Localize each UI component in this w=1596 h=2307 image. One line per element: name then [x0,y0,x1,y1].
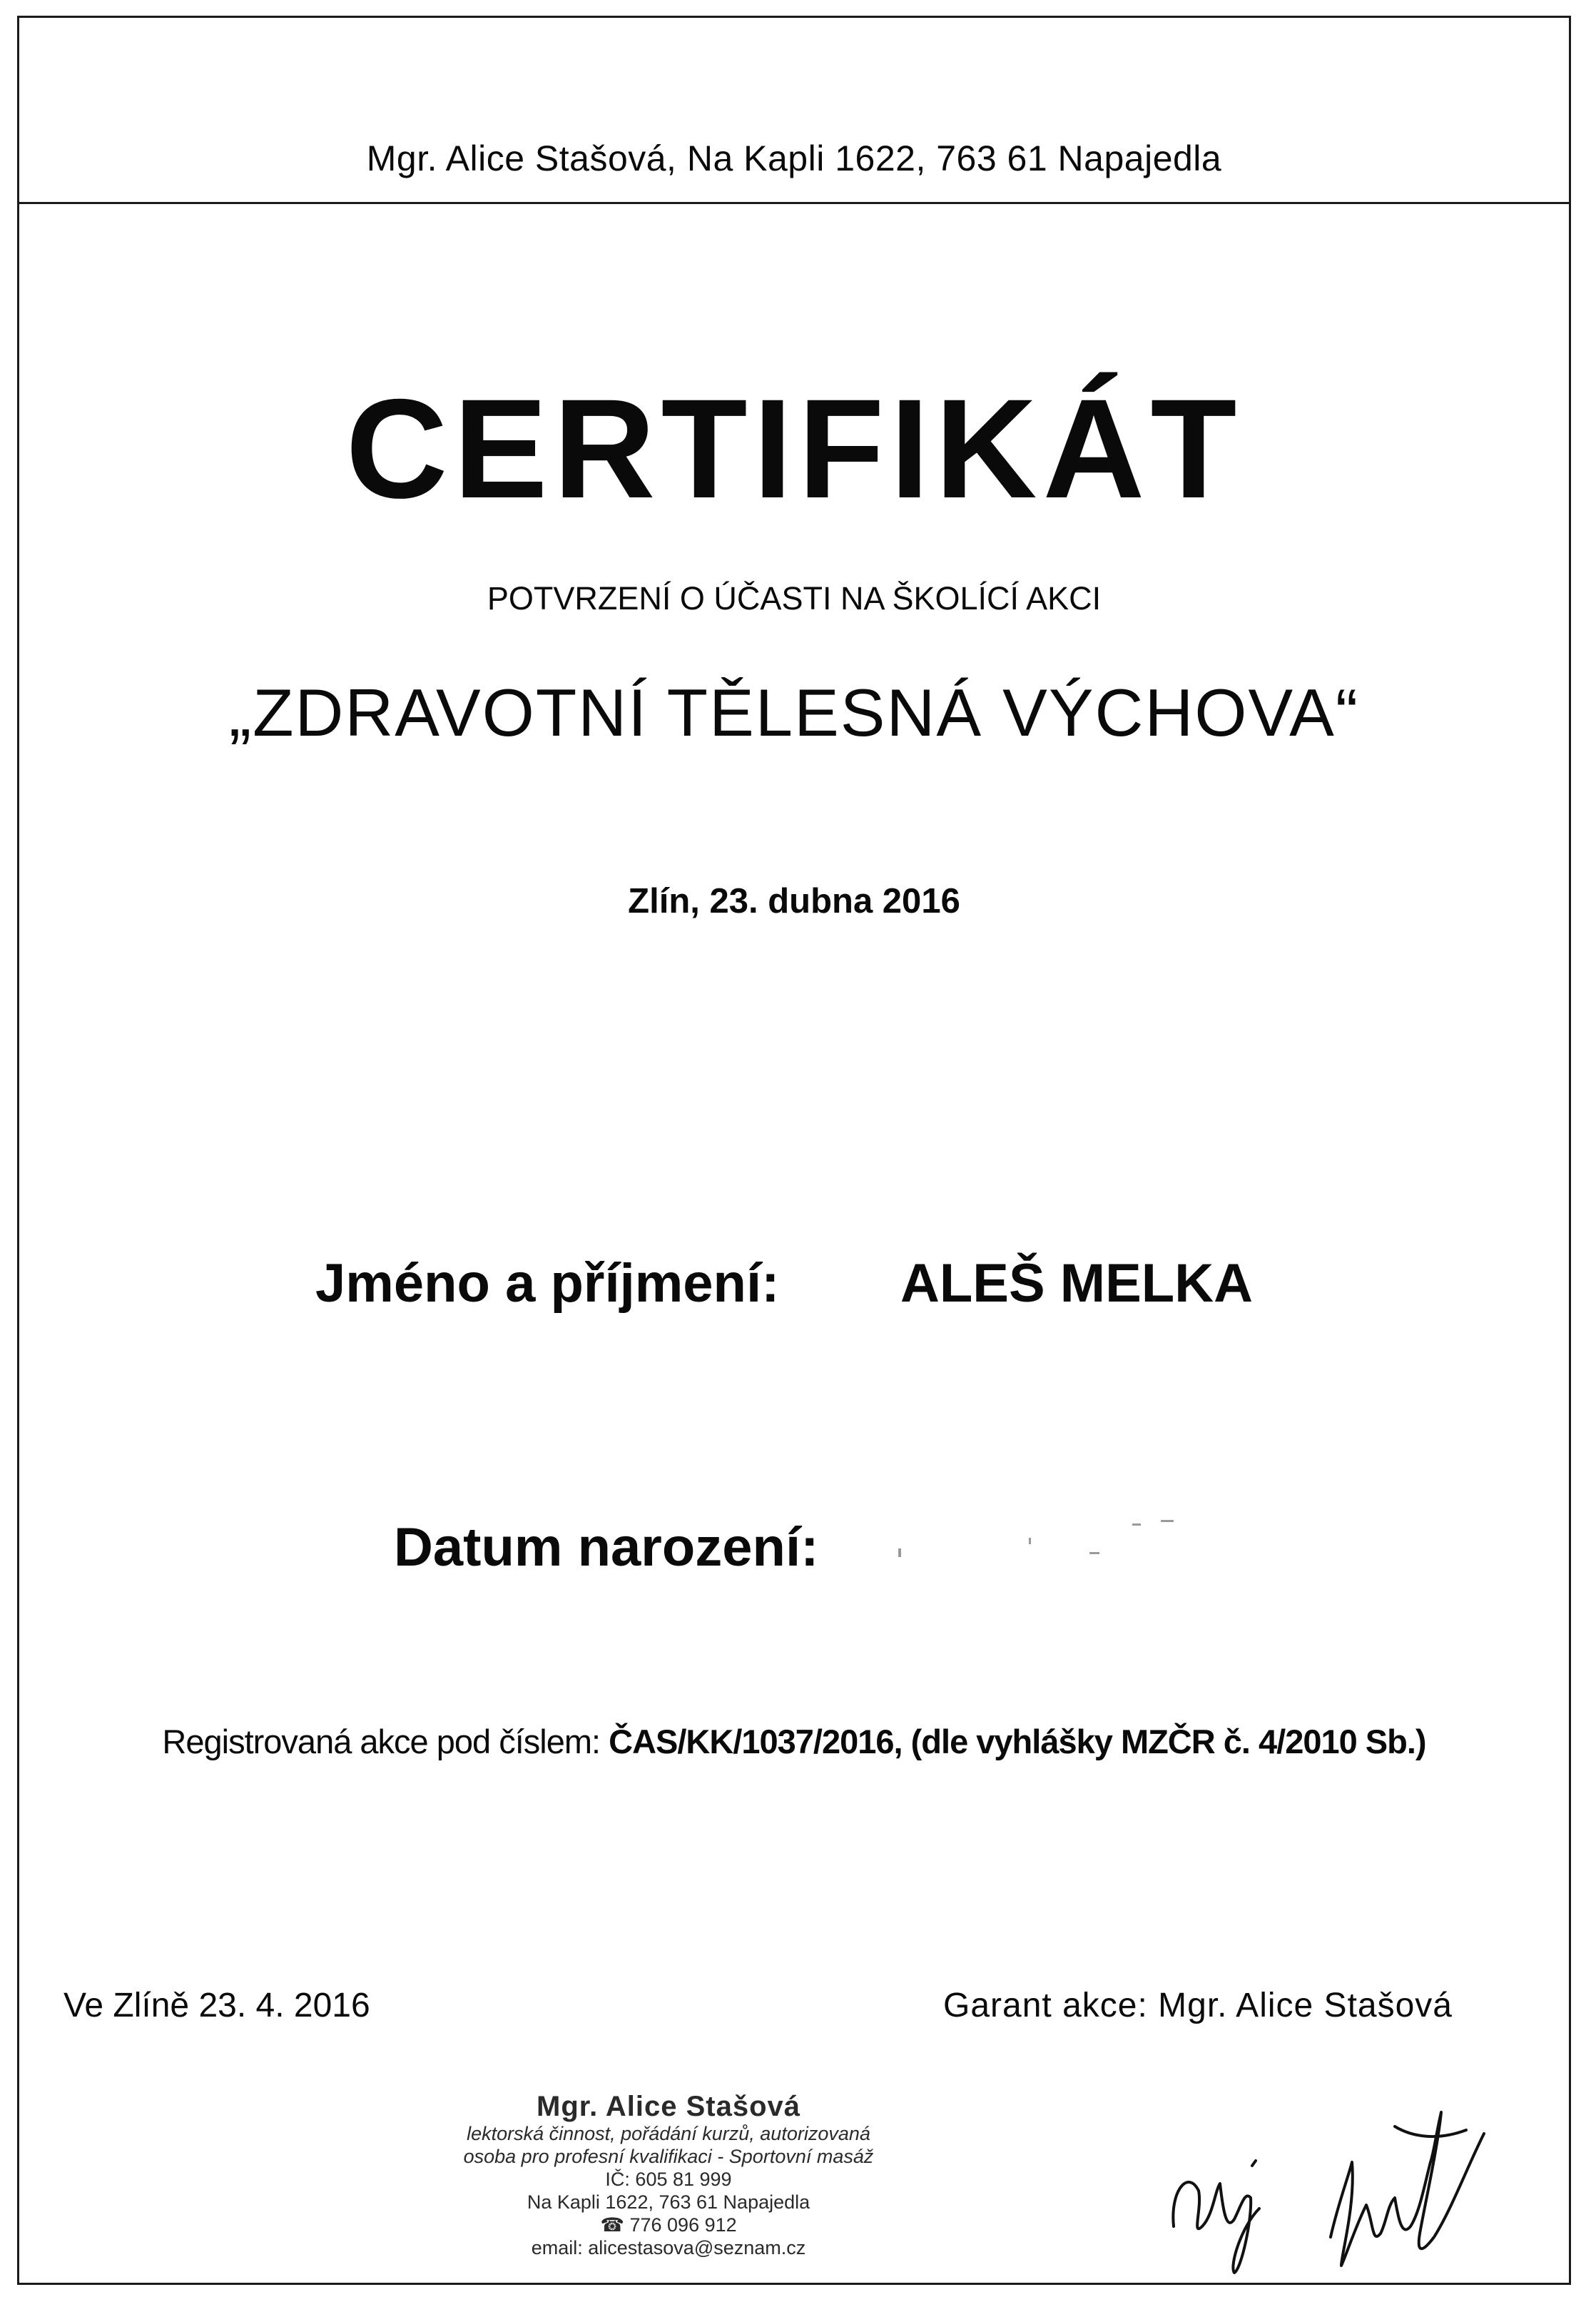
stamp-line: osoba pro profesní kvalifikaci - Sportovní masáž [463,2146,874,2167]
name-value: ALEŠ MELKA [900,1253,1253,1314]
issuer-address: Mgr. Alice Stašová, Na Kapli 1622, 763 61 Napajedla [366,138,1222,178]
redaction-mark [1132,1523,1141,1526]
stamp-line: Na Kapli 1622, 763 61 Napajedla [527,2191,810,2213]
registration-number: ČAS/KK/1037/2016, (dle vyhlášky MZČR č. 4/2010 Sb.) [609,1723,1426,1760]
signing-place-date: Ve Zlíně 23. 4. 2016 [63,1987,370,2024]
redaction-mark [1161,1520,1174,1522]
stamp-line: lektorská činnost, pořádání kurzů, autorizovaná [467,2123,870,2144]
redaction-mark [1029,1538,1031,1544]
name-label: Jméno a příjmení: [315,1253,780,1314]
registration-line [19,1722,1569,1761]
certificate-title: CERTIFIKÁT [345,370,1243,527]
stamp-line: IČ: 605 81 999 [605,2169,732,2190]
stamp-name: Mgr. Alice Stašová [537,2091,800,2122]
certificate-subtitle: POTVRZENÍ O ÚČASTI NA ŠKOLÍCÍ AKCI [487,580,1102,617]
birthdate-label: Datum narození: [394,1517,819,1578]
stamp-line: ☎ 776 096 912 [600,2214,737,2236]
handwritten-signature [1159,2084,1552,2276]
issuer-stamp [426,2091,911,2259]
course-name: „ZDRAVOTNÍ TĚLESNÁ VÝCHOVA“ [228,675,1360,750]
redaction-mark [898,1548,901,1557]
certificate-frame [17,16,1571,2285]
event-guarantor: Garant akce: Mgr. Alice Stašová [943,1987,1453,2024]
event-place-date: Zlín, 23. dubna 2016 [628,882,960,921]
header-divider [19,202,1569,204]
registration-prefix: Registrovaná akce pod číslem: [162,1723,609,1760]
redaction-mark [1089,1552,1099,1554]
stamp-line: email: alicestasova@seznam.cz [531,2237,806,2258]
